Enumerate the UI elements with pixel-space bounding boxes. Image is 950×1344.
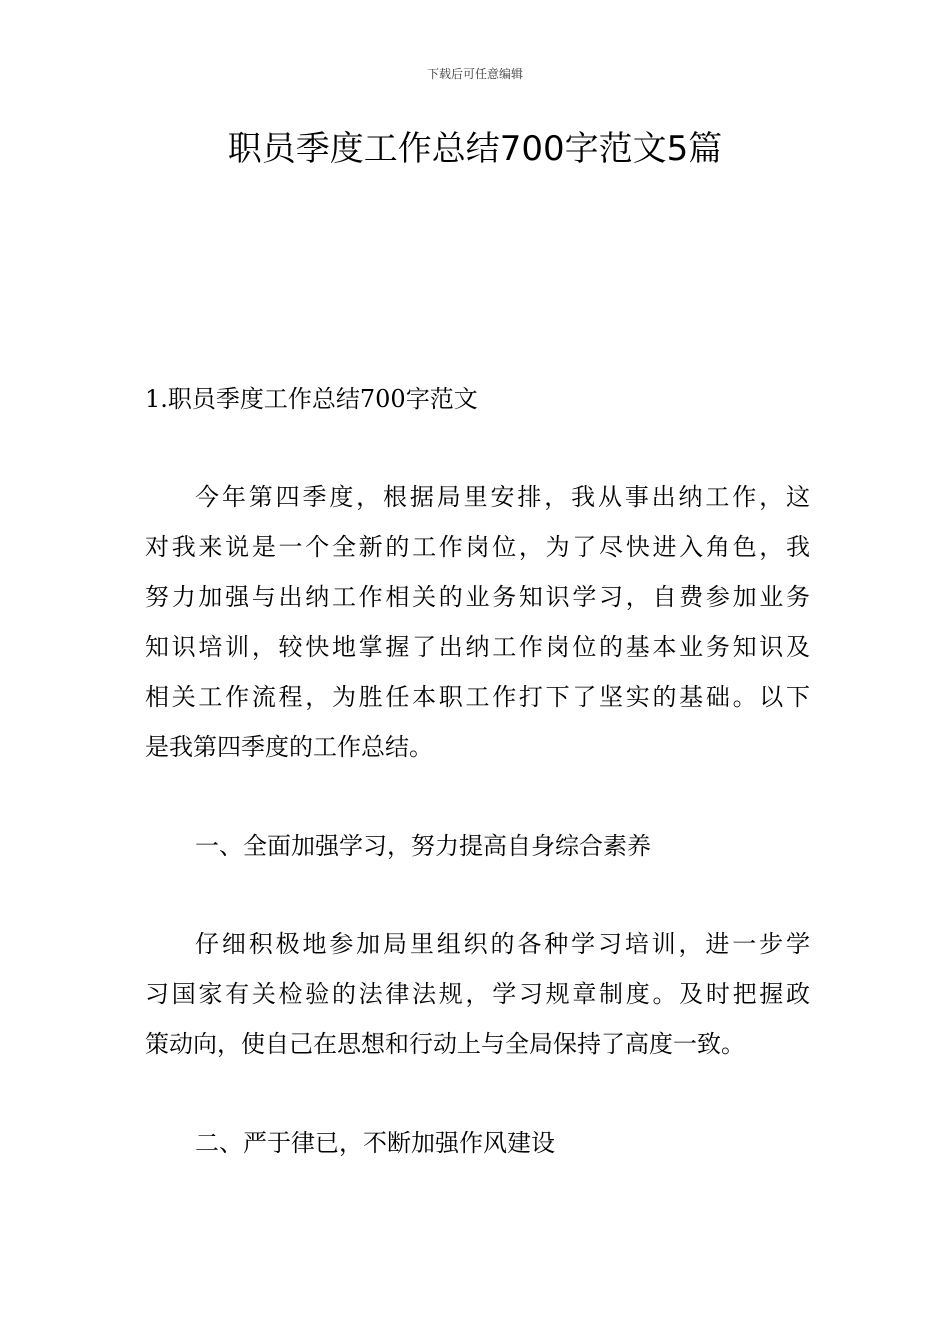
- paragraph-line: 相关工作流程，为胜任本职工作打下了坚实的基础。以下: [145, 683, 810, 711]
- paragraph-line: 策动向，使自己在思想和行动上与全局保持了高度一致。: [145, 1030, 745, 1058]
- paragraph-line: 对我来说是一个全新的工作岗位，为了尽快进入角色，我: [145, 533, 810, 561]
- intro-paragraph: [145, 472, 810, 772]
- point1-paragraph: [145, 919, 810, 1069]
- header-note: 下载后可任意编辑: [426, 67, 523, 81]
- paragraph-line: 努力加强与出纳工作相关的业务知识学习，自费参加业务: [145, 583, 810, 611]
- section-heading: 1.职员季度工作总结700字范文: [145, 385, 478, 413]
- point-heading-1: 一、全面加强学习，努力提高自身综合素养: [195, 832, 651, 860]
- paragraph-line: 知识培训，较快地掌握了出纳工作岗位的基本业务知识及: [145, 633, 810, 661]
- paragraph-line: 仔细积极地参加局里组织的各种学习培训，进一步学: [195, 930, 810, 958]
- paragraph-line: 是我第四季度的工作总结。: [145, 733, 433, 761]
- paragraph-line: 习国家有关检验的法律法规，学习规章制度。及时把握政: [145, 980, 810, 1008]
- paragraph-line: 今年第四季度，根据局里安排，我从事出纳工作，这: [195, 483, 810, 511]
- document-title: 职员季度工作总结700字范文5篇: [227, 129, 723, 169]
- point-heading-2: 二、严于律已，不断加强作风建设: [195, 1129, 555, 1157]
